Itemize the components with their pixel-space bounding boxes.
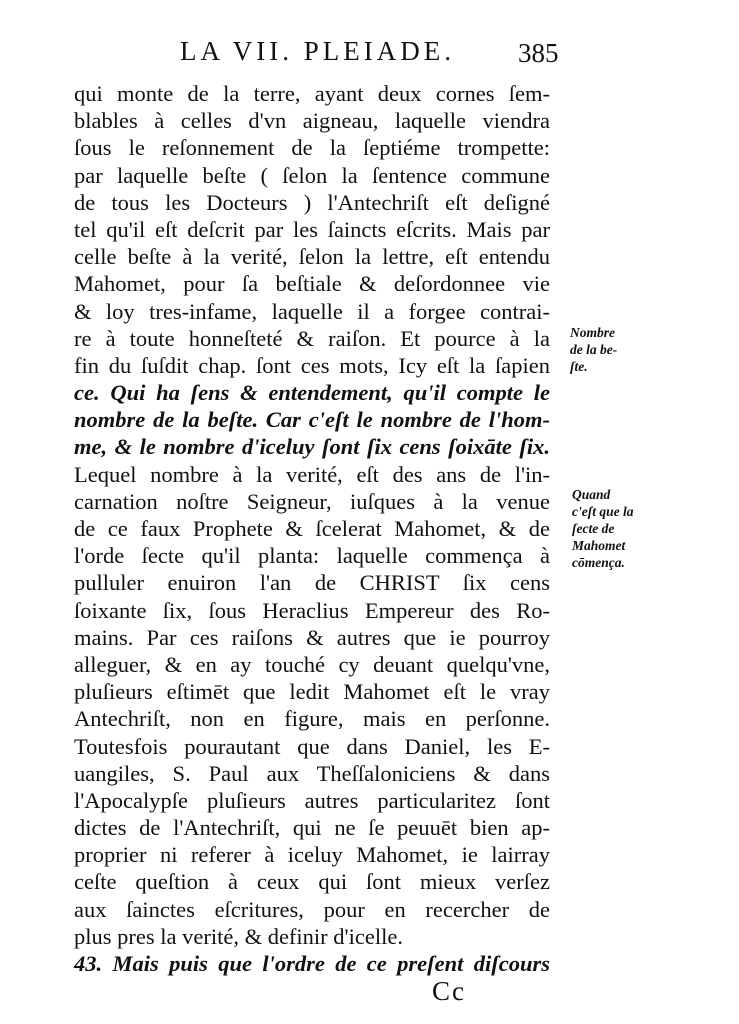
text-line: Mahomet, pour ſa beſtiale & deſordonnee vie bbox=[74, 271, 550, 297]
text-line: dictes de l'Antechriſt, qui ne ſe peuuēt bien ap- bbox=[74, 815, 550, 841]
text-line-italic: 43. Mais puis que l'ordre de ce preſent diſcours bbox=[74, 951, 550, 976]
running-title: LA VII. PLEIADE. bbox=[180, 36, 455, 66]
text-line: alleguer, & en ay touché cy deuant quelqu'vne, bbox=[74, 651, 550, 677]
margin-note-line: ſecte de bbox=[572, 521, 615, 536]
text-line: ſous le reſonnement de la ſeptiéme trompette: bbox=[74, 135, 550, 161]
text-line: blables à celles d'vn aigneau, laquelle viendra bbox=[74, 108, 550, 134]
text-line: ceſte queſtion à ceux qui ſont mieux verſez bbox=[74, 869, 550, 895]
text-line: Toutesfois pourautant que dans Daniel, les E- bbox=[74, 733, 550, 759]
margin-note-line: cōmença. bbox=[572, 555, 625, 570]
text-line: celle beſte à la verité, ſelon la lettre, eſt entendu bbox=[74, 244, 550, 270]
text-line-italic: me, & le nombre d'iceluy ſont ſix cens ſoixāte ſix. bbox=[74, 434, 550, 460]
margin-note-line: de la be- bbox=[570, 342, 618, 357]
text-line: l'Apocalypſe pluſieurs autres particularitez ſont bbox=[74, 787, 550, 813]
text-line: fin du ſuſdit chap. ſont ces mots, Icy eſt la ſapien bbox=[74, 352, 550, 378]
text-line-italic: ce. Qui ha ſens & entendement, qu'il compte le bbox=[74, 380, 550, 406]
text-line: par laquelle beſte ( ſelon la ſentence commune bbox=[74, 162, 550, 188]
text-line: Antechriſt, non en figure, mais en perſonne. bbox=[74, 706, 550, 732]
margin-note-line: Mahomet bbox=[572, 538, 626, 553]
text-line: tel qu'il eſt deſcrit par les ſaincts eſcrits. Mais par bbox=[74, 216, 550, 242]
margin-note-line: Quand bbox=[572, 487, 611, 502]
text-line: Lequel nombre à la verité, eſt des ans de l'in- bbox=[74, 461, 550, 487]
page-number: 385 bbox=[518, 38, 559, 68]
text-line: & loy tres-infame, laquelle il a forgee contrai- bbox=[74, 298, 550, 324]
text-line: plus pres la verité, & definir d'icelle. bbox=[74, 923, 403, 949]
text-line-italic: nombre de la beſte. Car c'eſt le nombre de l'hom- bbox=[74, 407, 550, 433]
text-line: de ce faux Prophete & ſcelerat Mahomet, & de bbox=[74, 516, 550, 541]
text-line: pulluler enuiron l'an de CHRIST ſix cens bbox=[74, 570, 550, 596]
margin-note-line: Nombre bbox=[570, 325, 615, 340]
margin-note-nombre bbox=[570, 324, 617, 375]
catchword: Cc bbox=[432, 976, 466, 1006]
text-line: pluſieurs eſtimēt que ledit Mahomet eſt le vray bbox=[74, 679, 550, 705]
text-line: l'orde ſecte qu'il planta: laquelle commença à bbox=[74, 543, 550, 569]
margin-note-quand bbox=[572, 486, 633, 571]
text-line: aux ſainctes eſcritures, pour en recercher de bbox=[74, 896, 550, 922]
body-text bbox=[74, 80, 550, 977]
text-line: mains. Par ces raiſons & autres que ie pourroy bbox=[74, 624, 550, 650]
text-line: uangiles, S. Paul aux Theſſaloniciens & dans bbox=[74, 760, 550, 786]
text-line: carnation noſtre Seigneur, iuſques à la venue bbox=[74, 488, 550, 514]
text-line: proprier ni referer à iceluy Mahomet, ie lairray bbox=[74, 842, 550, 868]
text-line: re à toute honneſteté & raiſon. Et pource à la bbox=[74, 325, 550, 351]
text-line: qui monte de la terre, ayant deux cornes ſem- bbox=[74, 81, 550, 106]
text-line: ſoixante ſix, ſous Heraclius Empereur des Ro- bbox=[74, 597, 550, 623]
text-line: de tous les Docteurs ) l'Antechriſt eſt deſigné bbox=[74, 189, 550, 215]
margin-note-line: ſte. bbox=[570, 359, 588, 374]
margin-note-line: c'eſt que la bbox=[572, 504, 634, 519]
